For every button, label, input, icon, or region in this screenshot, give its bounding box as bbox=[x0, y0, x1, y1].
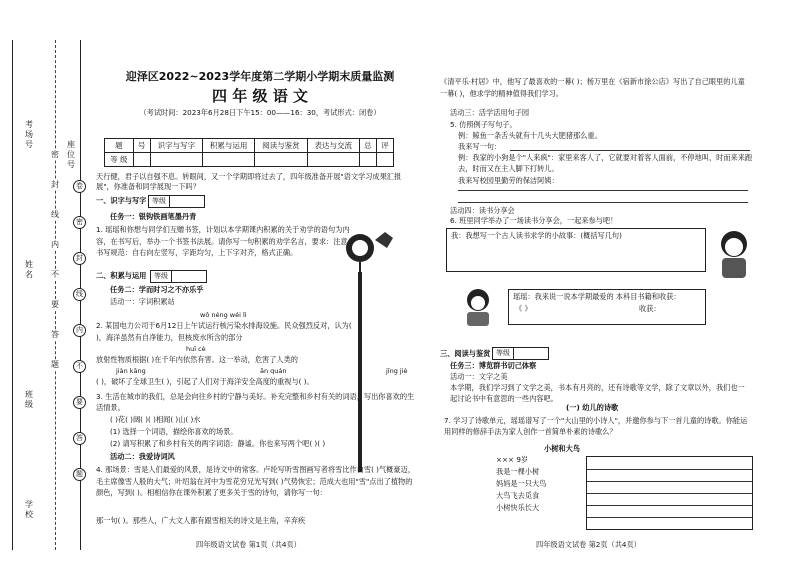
score-header-cell: 总 bbox=[359, 139, 376, 153]
answer-line bbox=[587, 481, 752, 482]
exam-info: （考试时间：2023年6月28日下午15：00——16：30，考试形式：闭卷） bbox=[139, 108, 381, 117]
question-2a: 2. 某国电力公司于6月12日上午试运行核污染水排海设施。民众强烈反对，认为( )，海洋虽然有自净能力，但核废水所含的部分 bbox=[96, 321, 352, 342]
seal-circle-char: 题 bbox=[73, 468, 86, 481]
seal-circle-char: 要 bbox=[73, 396, 86, 409]
story-answer-box[interactable] bbox=[446, 228, 706, 272]
seal-char: 密 bbox=[51, 150, 59, 159]
reading-intro: 本学期，我们学习到了文学之美，书本有月亮的，还有诗歌等文学，除了文章以外，我们也一起讨论书中有意思的一些内容吧。 bbox=[450, 383, 745, 403]
score-cell bbox=[376, 153, 393, 167]
pinyin-3a: jiàn kāng bbox=[116, 367, 146, 375]
book-share-prompt: 瑶瑶：我来说一说本学期最爱的 本科目书籍和收获： bbox=[513, 292, 681, 301]
score-header-cell: 积累与运用 bbox=[202, 139, 254, 153]
score-table bbox=[104, 138, 394, 167]
score-cell bbox=[133, 153, 150, 167]
task-2: 任务二：学而时习之不亦乐乎 bbox=[110, 285, 204, 294]
seal-circle-char: 密 bbox=[73, 216, 86, 229]
seal-circle-char: 封 bbox=[73, 252, 86, 265]
answer-line bbox=[458, 202, 748, 203]
answer-line bbox=[458, 190, 748, 191]
activity-4: 活动四：读书分享会 bbox=[450, 206, 515, 215]
pinyin-1: wǒ néng wéi lì bbox=[200, 311, 247, 319]
question-1: 1. 瑶瑶和你想与同学们互赠书签，计划以本学期课内积累的关于劝学的语句为内容，在书写后，举办一个书签书法展。请你写一句积累的劝学名言，要求：注意书写规范：自右向左竖写，字距均匀，上下字对齐，格式正确。 bbox=[96, 225, 350, 257]
score-cell bbox=[255, 153, 307, 167]
question-2b: 放射性物质根据( )在千年内依然有害。这一举动，危害了人类的 bbox=[96, 355, 298, 364]
score-cell bbox=[150, 153, 202, 167]
question-4-end: 那一句( )。那些人，广大文人都有跟雪相关的诗文是主角，辛弃疾 bbox=[96, 516, 306, 525]
poem-line: 大鸟飞去觅食 bbox=[496, 491, 540, 500]
page-1-footer: 四年级语文试卷 第1页（共4页） bbox=[196, 540, 301, 549]
section-1-title: 一、识字与写字 bbox=[96, 196, 147, 205]
story-box-prompt: 我：我想写一个古人读书求学的小故事：(概括写几句) bbox=[451, 231, 622, 240]
poem-title: 小树和大鸟 bbox=[544, 444, 580, 453]
score-header-cell: 阅读与鉴赏 bbox=[255, 139, 307, 153]
seal-char: 答 bbox=[51, 330, 59, 339]
grade-label: 等级 bbox=[493, 348, 514, 359]
question-6: 6. 班里同学举办了一场读书分享会，一起来参与吧！ bbox=[450, 216, 618, 225]
page2-line1: 《清平乐·村居》中，他写了最喜欢的一幕( )；杨万里在《宿新市徐公店》写出了自己眼里的儿童一幕( )，他求学的精神值得我们学习。 bbox=[440, 77, 745, 98]
pinyin-3b: ān quán bbox=[260, 367, 287, 375]
seal-char: 内 bbox=[51, 240, 59, 249]
bookmark-pole bbox=[358, 272, 362, 472]
question-3-sub2: (2) 请写积累了和乡村有关的两字词语：静谧。你也来写两个吧( )( ) bbox=[110, 439, 326, 448]
answer-line bbox=[587, 517, 752, 518]
binding-line-outer bbox=[12, 40, 13, 550]
seal-char: 不 bbox=[51, 270, 59, 279]
activity-3: 活动三：活学活用句子园 bbox=[450, 108, 530, 117]
book-title-blank: 《 》 bbox=[515, 304, 532, 313]
task-1: 任务一：银钩铁画笔墨丹青 bbox=[110, 212, 197, 221]
seal-circle-char: 线 bbox=[73, 288, 86, 301]
section-1-grade-box bbox=[148, 195, 205, 208]
class-label: 班级 bbox=[25, 390, 33, 409]
question-7: 7. 学习了诗歌单元，瑶瑶谱写了一个"大山里的小诗人"，并邀你参与下一首儿童的诗歌。你能运用同样的修辞手法为家人创作一首简单朴素的诗歌么？ bbox=[444, 416, 748, 436]
task-3: 任务三：博览群书切己体察 bbox=[450, 361, 537, 370]
score-cell bbox=[359, 153, 376, 167]
question-3: 3. 生活在城市的我们，总是会向往乡村的宁静与美好。补充完整和乡村有关的词语，写出你喜欢的生活情景。 bbox=[96, 392, 415, 412]
poem-answer-box[interactable] bbox=[586, 456, 753, 530]
intro-text: 天行健，君子以自强不息。转眼间，又一个学期即将过去了，四年级准备开展"语文学习成果汇报展"，你准备和同学展现一下吗？ bbox=[96, 172, 402, 191]
activity-1: 活动一：字词积累站 bbox=[110, 297, 175, 306]
answer-line bbox=[587, 493, 752, 494]
exam-title: 迎泽区2022~2023学年度第二学期小学期末质量监测 bbox=[125, 70, 395, 83]
page-2-footer: 四年级语文试卷 第2页（共4页） bbox=[536, 540, 641, 549]
grade-label: 等级 bbox=[151, 271, 172, 282]
score-header-cell: 表达与交流 bbox=[307, 139, 359, 153]
poem-line: 我是一棵小树 bbox=[496, 467, 540, 476]
seal-char: 封 bbox=[51, 180, 59, 189]
lantern-illustration bbox=[335, 220, 400, 280]
question-3-sub1: (1) 选择一个词语，描绘你喜欢的场景。 bbox=[110, 427, 238, 436]
subject-title: 四 年 级 语 文 bbox=[212, 87, 308, 105]
binding-strip bbox=[0, 0, 86, 562]
question-2c: ( )，破坏了全球卫生( )，引起了人们对于海洋安全高度的重视与( )。 bbox=[96, 377, 314, 386]
score-header-cell: 题 bbox=[105, 139, 134, 153]
exam-no-label: 考场号 bbox=[25, 120, 33, 149]
seal-char: 要 bbox=[51, 300, 59, 309]
seal-circle-char: 卷 bbox=[73, 180, 86, 193]
question-5: 5. 仿照例子写句子。 bbox=[450, 120, 517, 129]
poem-section-title: (一) 幼儿的诗歌 bbox=[566, 403, 619, 412]
poem-line: 妈妈是一只大鸟 bbox=[496, 479, 547, 488]
seat-no-label: 座位号 bbox=[67, 140, 75, 169]
pinyin-3c: jīng jiè bbox=[386, 367, 408, 375]
activity-2: 活动二：我爱诗词风 bbox=[110, 452, 175, 461]
answer-line bbox=[587, 505, 752, 506]
pinyin-2: huī cè bbox=[186, 345, 206, 353]
poem-line: 小树快乐长大 bbox=[496, 503, 540, 512]
answer-line bbox=[587, 469, 752, 470]
name-label: 姓名 bbox=[25, 260, 33, 279]
girl-illustration bbox=[712, 228, 756, 282]
book-share-box[interactable] bbox=[508, 289, 706, 325]
seal-cut-line bbox=[55, 40, 56, 550]
seal-circle-char: 内 bbox=[73, 324, 86, 337]
score-header-cell: 评 bbox=[376, 139, 393, 153]
question-4: 4. 那场景：雪是人们最爱的风景，是诗文中的常客。卢纶写听雪图画写者将雪比作白雪( )气概豪迈，毛主席像雪人般的大气；叶绍翁在河中为雪花穷兄光写到( )气势恢宏；范成大也用"雪"点出了植物的颜色，写到( )。相相信你在课外积累了更多关于雪的诗句，请你写一句： bbox=[96, 465, 415, 497]
seal-circle-char: 不 bbox=[73, 360, 86, 373]
score-cell bbox=[307, 153, 359, 167]
question-3-words: ( )花( )阔( )( )相闻( )山( )水 bbox=[110, 415, 201, 424]
question-5-example-2: 例：我家的小狗是个"人来疯"：家里来客人了，它就要对着客人面前，不停地叫，时而来来跑去，时而又在主人脚下打转儿。 bbox=[458, 153, 753, 173]
page-1 bbox=[90, 70, 430, 117]
section-3-grade-box bbox=[492, 347, 549, 360]
score-header-cell: 识字与写字 bbox=[150, 139, 202, 153]
school-label: 学校 bbox=[25, 500, 33, 519]
section-2-title: 二、积累与运用 bbox=[96, 271, 147, 280]
activity-5: 活动一：文字之美 bbox=[450, 372, 508, 381]
poem-author: ××× 9岁 bbox=[496, 455, 529, 464]
harvest-label: 收获： bbox=[639, 304, 661, 313]
question-5-write-2: 我来写校园里勤劳的保洁阿姨： bbox=[458, 176, 559, 185]
grade-label: 等级 bbox=[149, 196, 170, 207]
seal-circle-char: 答 bbox=[73, 432, 86, 445]
section-3-title: 三、阅读与鉴赏 bbox=[440, 349, 491, 358]
answer-line bbox=[510, 150, 750, 151]
seal-char: 题 bbox=[51, 360, 59, 369]
question-5-write-1: 我来写一句： bbox=[458, 142, 502, 151]
score-cell bbox=[202, 153, 254, 167]
section-2-grade-box bbox=[150, 270, 207, 283]
seal-char: 线 bbox=[51, 210, 59, 219]
score-header-cell: 号 bbox=[133, 139, 150, 153]
boy-illustration bbox=[458, 286, 498, 326]
question-5-example-1: 例：鲸鱼一条舌头就有十几头大肥猪那么重。 bbox=[458, 131, 602, 140]
score-row-label: 等 级 bbox=[105, 153, 134, 167]
